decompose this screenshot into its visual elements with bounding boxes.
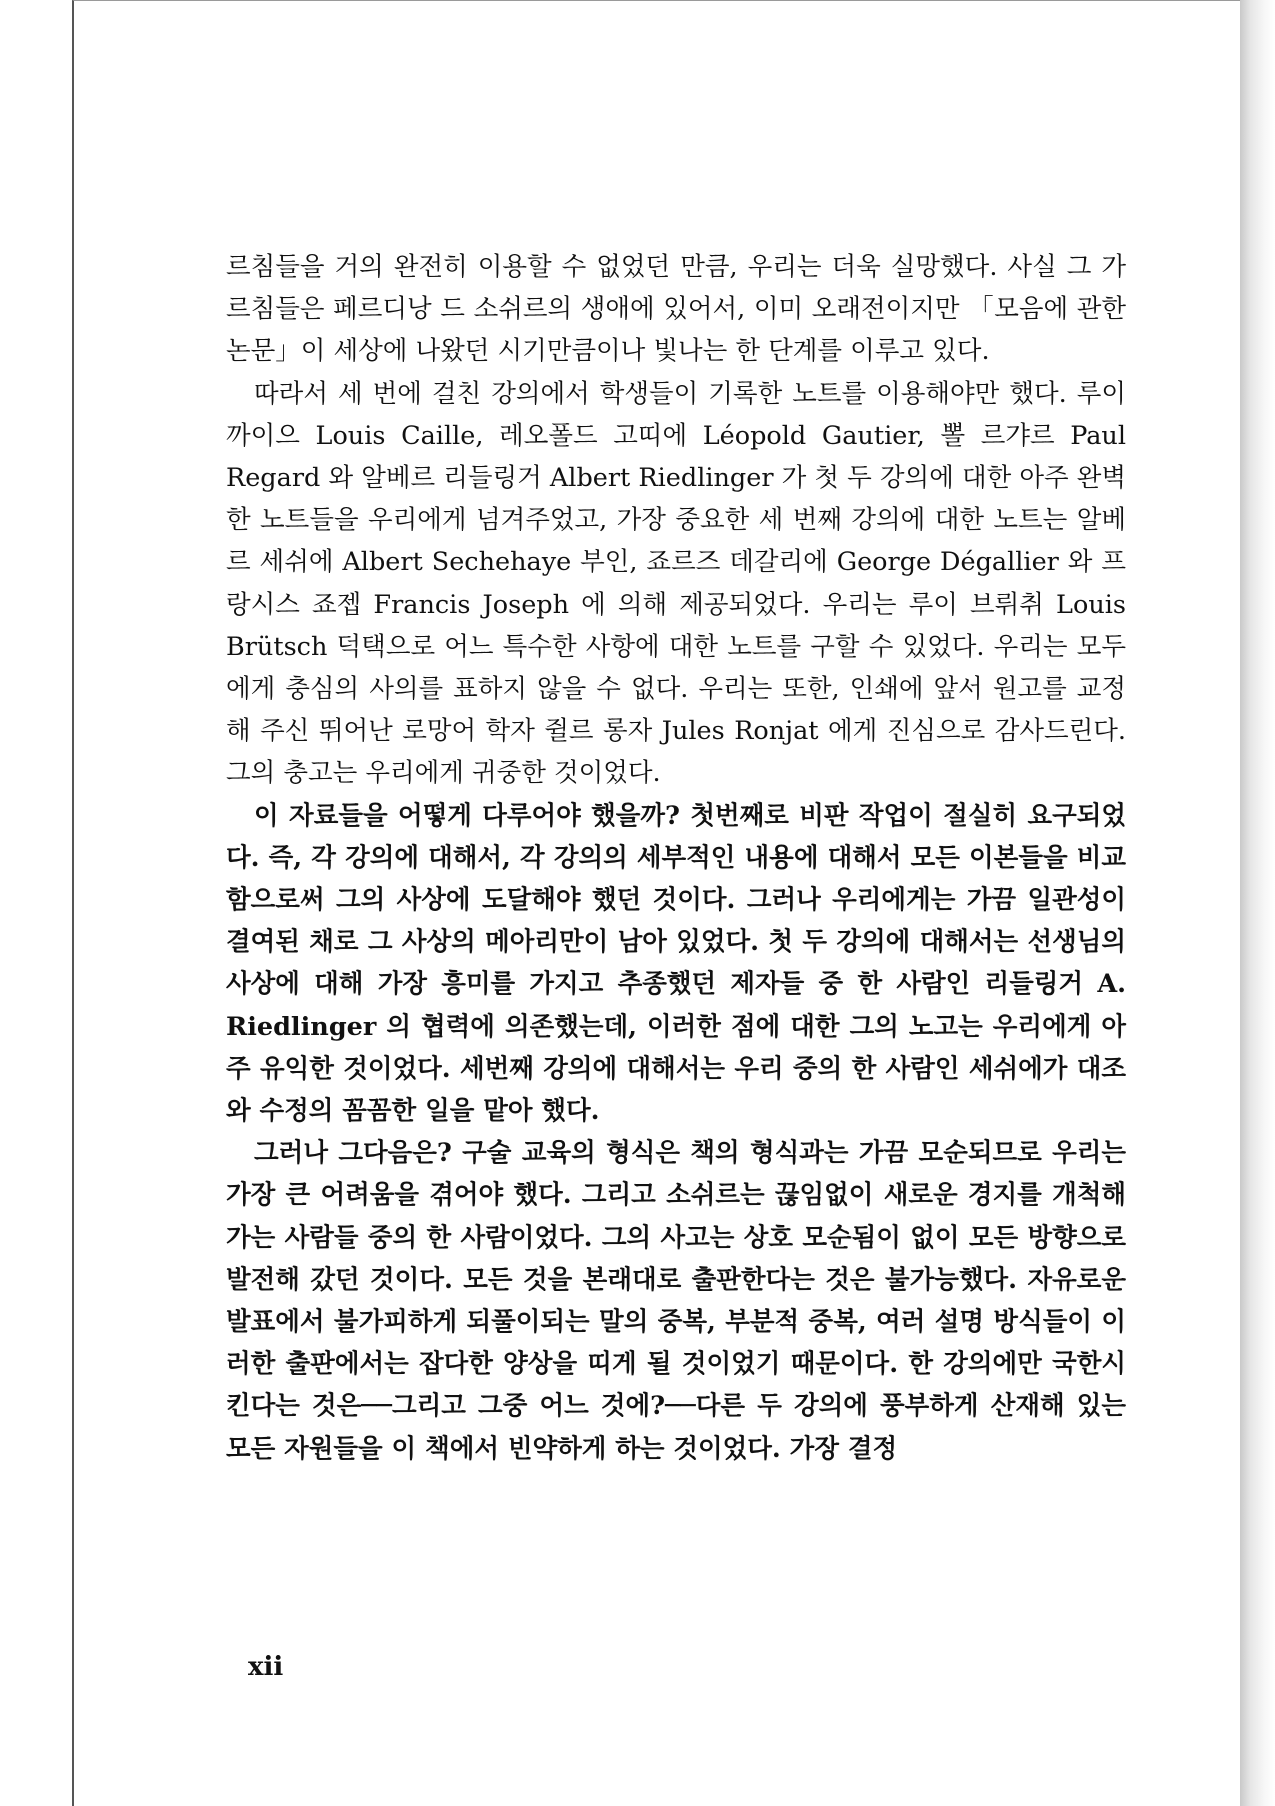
paragraph-1: 르침들을 거의 완전히 이용할 수 없었던 만큼, 우리는 더욱 실망했다. 사실 그 가르침들은 페르디낭 드 소쉬르의 생애에 있어서, 이미 오래전이지만 「모음에 관한 논문」이 세상에 나왔던 시기만큼이나 빛나는 한 단계를 이루고 있다. bbox=[226, 252, 1126, 367]
page-edge-shadow bbox=[1240, 0, 1275, 1806]
body-text bbox=[226, 246, 1126, 1470]
paragraph-2: 따라서 세 번에 걸친 강의에서 학생들이 기록한 노트를 이용해야만 했다. 루이 까이으 Louis Caille, 레오폴드 고띠에 Léopold Gautier, 뽈 르갸르 Paul Regard 와 알베르 리들링거 Albert Riedlinger 가 첫 두 강의에 대한 아주 완벽한 노트들을 우리에게 넘겨주었고, 가장 중요한 세 번째 강의에 대한 노트는 알베르 세쉬에 Albert Sechehaye 부인, 죠르즈 데갈리에 George Dégallier 와 프랑시스 죠젭 Francis Joseph 에 의해 제공되었다. 우리는 루이 브뤼취 Louis Brütsch 덕택으로 어느 특수한 사항에 대한 노트를 구할 수 있었다. 우리는 모두에게 충심의 사의를 표하지 않을 수 없다. 우리는 또한, 인쇄에 앞서 원고를 교정해 주신 뛰어난 로망어 학자 쥘르 롱자 Jules Ronjat 에게 진심으로 감사드린다. 그의 충고는 우리에게 귀중한 것이었다. bbox=[226, 378, 1126, 789]
paragraph-3: 이 자료들을 어떻게 다루어야 했을까? 첫번째로 비판 작업이 절실히 요구되었다. 즉, 각 강의에 대해서, 각 강의의 세부적인 내용에 대해서 모든 이본들을 비교함으로써 그의 사상에 도달해야 했던 것이다. 그러나 우리에게는 가끔 일관성이 결여된 채로 그 사상의 메아리만이 남아 있었다. 첫 두 강의에 대해서는 선생님의 사상에 대해 가장 흥미를 가지고 추종했던 제자들 중 한 사람인 리들링거 A. Riedlinger 의 협력에 의존했는데, 이러한 점에 대한 그의 노고는 우리에게 아주 유익한 것이었다. 세번째 강의에 대해서는 우리 중의 한 사람인 세쉬에가 대조와 수정의 꼼꼼한 일을 맡아 했다. bbox=[226, 800, 1126, 1127]
page-number: xii bbox=[248, 1652, 284, 1682]
paragraph-4: 그러나 그다음은? 구술 교육의 형식은 책의 형식과는 가끔 모순되므로 우리는 가장 큰 어려움을 겪어야 했다. 그리고 소쉬르는 끊임없이 새로운 경지를 개척해 가는 사람들 중의 한 사람이었다. 그의 사고는 상호 모순됨이 없이 모든 방향으로 발전해 갔던 것이다. 모든 것을 본래대로 출판한다는 것은 불가능했다. 자유로운 발표에서 불가피하게 되풀이되는 말의 중복, 부분적 중복, 여러 설명 방식들이 이러한 출판에서는 잡다한 양상을 띠게 될 것이었기 때문이다. 한 강의에만 국한시킨다는 것은──그리고 그중 어느 것에?──다른 두 강의에 풍부하게 산재해 있는 모든 자원들을 이 책에서 빈약하게 하는 것이었다. 가장 결정 bbox=[226, 1138, 1126, 1464]
